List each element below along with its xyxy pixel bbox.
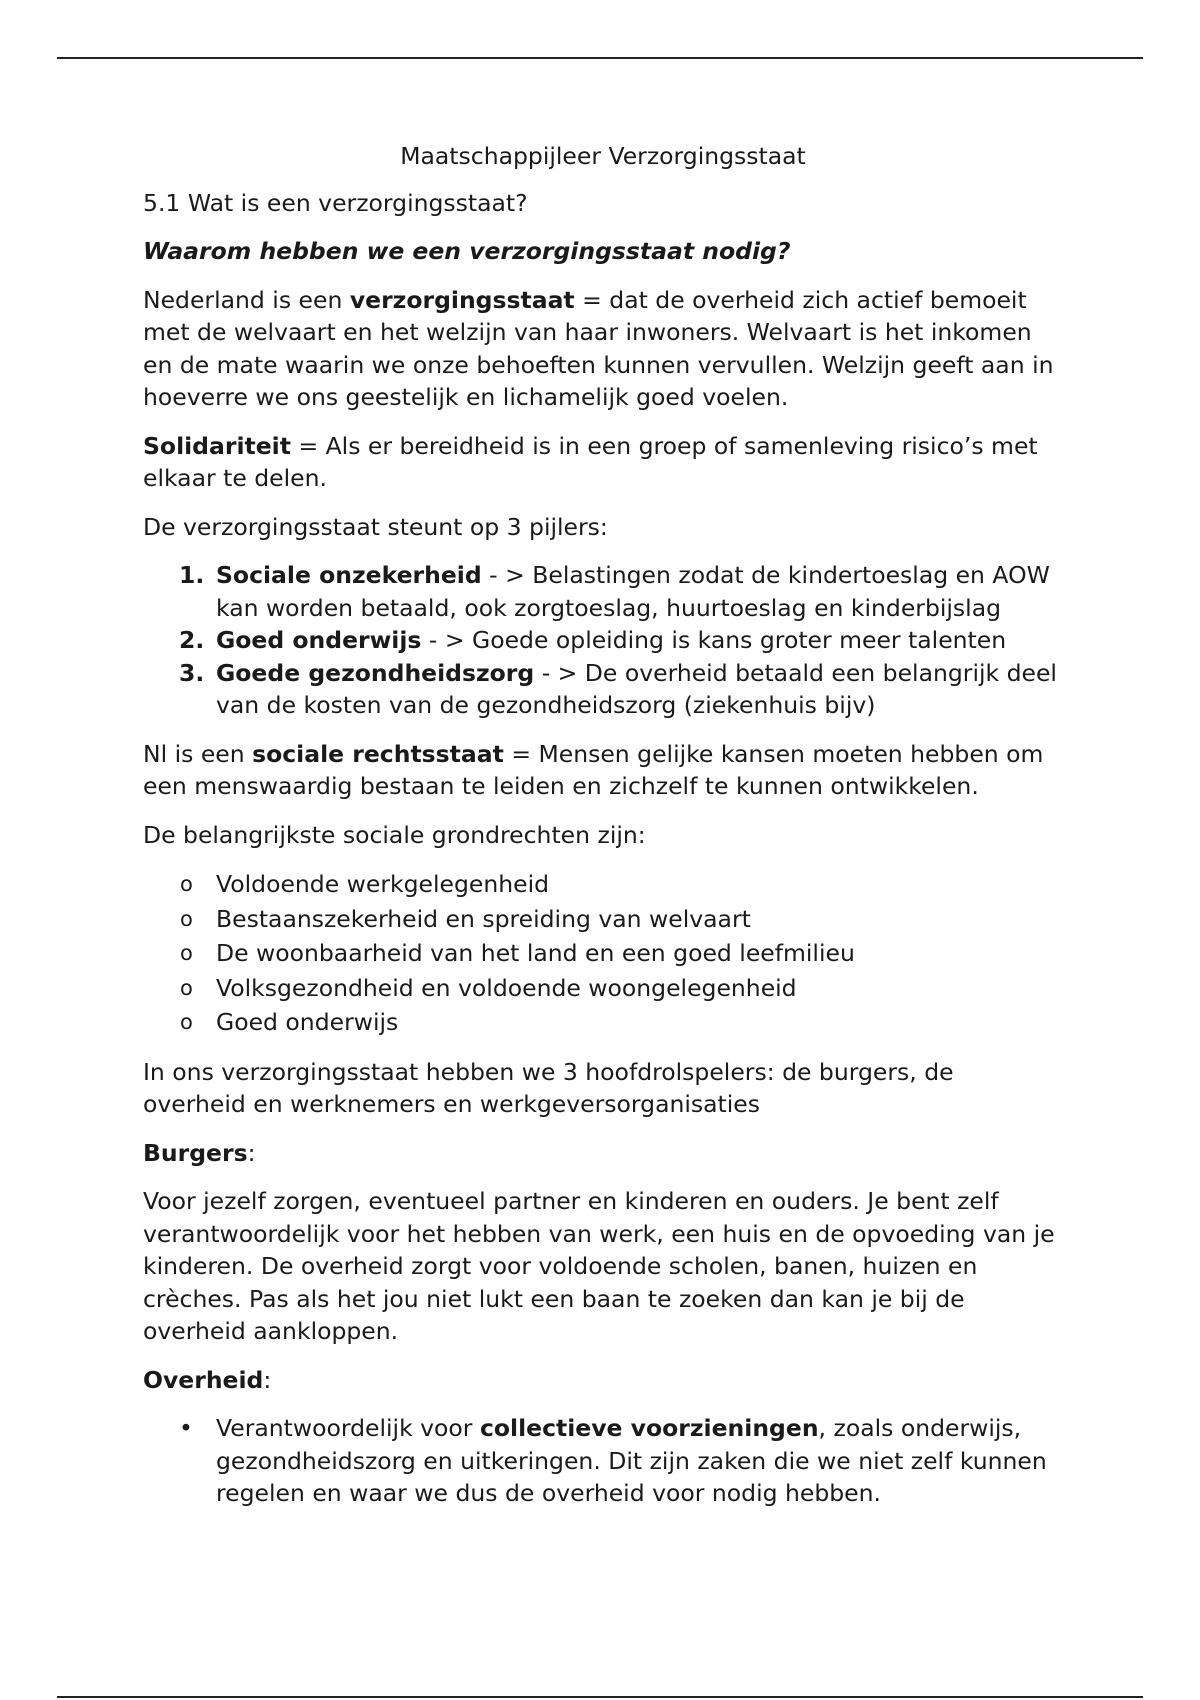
list-item xyxy=(143,971,1063,1006)
text: Verantwoordelijk voor xyxy=(216,1414,480,1442)
grondrechten-list xyxy=(143,867,1063,1040)
list-item xyxy=(143,559,1063,624)
top-rule xyxy=(57,57,1143,59)
list-item xyxy=(143,867,1063,902)
pillar-term: Sociale onzekerheid xyxy=(216,561,482,589)
term-sociale-rechtsstaat: sociale rechtsstaat xyxy=(252,739,504,768)
list-item xyxy=(143,657,1063,722)
burgers-heading-text: Burgers xyxy=(143,1138,248,1167)
colon: : xyxy=(247,1138,256,1167)
list-number: 3. xyxy=(179,658,205,687)
list-number: 2. xyxy=(179,626,205,654)
circle-bullet-icon: o xyxy=(180,872,193,896)
text: Nederland is een xyxy=(143,285,350,314)
paragraph-rechtsstaat xyxy=(143,738,1063,803)
overheid-list xyxy=(143,1412,1063,1510)
paragraph-hoofdrolspelers: In ons verzorgingsstaat hebben we 3 hoofdrolspelers: de burgers, de overheid en werknemers en werkgeversorganisaties xyxy=(143,1057,954,1118)
pillars-list xyxy=(143,559,1063,722)
overheid-heading-text: Overheid xyxy=(143,1365,264,1394)
paragraph-grondrechten-intro: De belangrijkste sociale grondrechten zijn: xyxy=(143,820,646,849)
burgers-heading xyxy=(143,1137,1063,1170)
bullet-icon: • xyxy=(179,1414,193,1442)
circle-bullet-icon: o xyxy=(180,906,193,931)
list-item-text: Voldoende werkgelegenheid xyxy=(216,870,550,898)
list-item-text: Bestaanszekerheid en spreiding van welvaart xyxy=(216,904,751,933)
paragraph-solidariteit xyxy=(143,430,1063,495)
term-solidariteit: Solidariteit xyxy=(143,431,291,460)
section-heading: 5.1 Wat is een verzorgingsstaat? xyxy=(143,188,528,217)
text: Nl is een xyxy=(143,739,253,768)
question-heading: Waarom hebben we een verzorgingsstaat nodig? xyxy=(143,237,791,265)
pillar-term: Goed onderwijs xyxy=(216,626,422,654)
paragraph-burgers: Voor jezelf zorgen, eventueel partner en kinderen en ouders. Je bent zelf verantwoordelijk voor het hebben van werk, een huis en de opvoeding van je kinderen. De overheid zorgt voor voldoende scholen, banen, huizen en crèches. Pas als het jou niet lukt een baan te zoeken dan kan je bij de overheid aankloppen. xyxy=(143,1187,1055,1345)
list-item xyxy=(143,1412,1063,1510)
document-body xyxy=(143,140,1063,1510)
list-item-text: Goed onderwijs xyxy=(216,1008,399,1036)
circle-bullet-icon: o xyxy=(180,941,193,965)
colon: : xyxy=(263,1365,272,1394)
bottom-rule xyxy=(57,1696,1143,1698)
list-item-text: De woonbaarheid van het land en een goed leefmilieu xyxy=(216,939,855,967)
text: = Als er bereidheid is in een groep of samenleving risico’s met elkaar te delen. xyxy=(143,431,1038,492)
text: = Mensen gelijke kansen moeten hebben om een menswaardig bestaan te leiden en zichzelf te kunnen ontwikkelen. xyxy=(143,739,1044,800)
list-item xyxy=(143,1005,1063,1040)
list-item xyxy=(143,902,1063,937)
pillar-text: - > De overheid betaald een belangrijk deel van de kosten van de gezondheidszorg (ziekenhuis bijv) xyxy=(216,658,1057,719)
circle-bullet-icon: o xyxy=(180,1010,193,1034)
pillar-text: - > Goede opleiding is kans groter meer talenten xyxy=(421,626,1007,654)
pillar-term: Goede gezondheidszorg xyxy=(216,658,535,687)
paragraph-verzorgingsstaat xyxy=(143,284,1063,414)
paragraph-pijlers-intro: De verzorgingsstaat steunt op 3 pijlers: xyxy=(143,512,608,541)
term-verzorgingsstaat: verzorgingsstaat xyxy=(349,285,575,314)
circle-bullet-icon: o xyxy=(180,975,193,1000)
document-title: Maatschappijleer Verzorgingsstaat xyxy=(400,142,806,170)
list-item xyxy=(143,624,1063,657)
term-collectieve-voorzieningen: collectieve voorzieningen xyxy=(479,1414,819,1442)
pillar-text: - > Belastingen zodat de kindertoeslag en AOW kan worden betaald, ook zorgtoeslag, huurtoeslag en kinderbijslag xyxy=(216,561,1050,622)
overheid-heading xyxy=(143,1364,1063,1397)
list-item xyxy=(143,936,1063,971)
text: = dat de overheid zich actief bemoeit met de welvaart en het welzijn van haar inwoners. Welvaart is het inkomen en de mate waarin we onze behoeften kunnen vervullen. Welzijn geeft aan in hoeverre we ons geestelijk en lichamelijk goed voelen. xyxy=(143,285,1054,411)
text: , zoals onderwijs, gezondheidszorg en uitkeringen. Dit zijn zaken die we niet zelf kunnen regelen en waar we dus de overheid voor nodig hebben. xyxy=(216,1414,1047,1507)
list-item-text: Volksgezondheid en voldoende woongelegenheid xyxy=(216,973,797,1002)
list-number: 1. xyxy=(179,561,205,589)
